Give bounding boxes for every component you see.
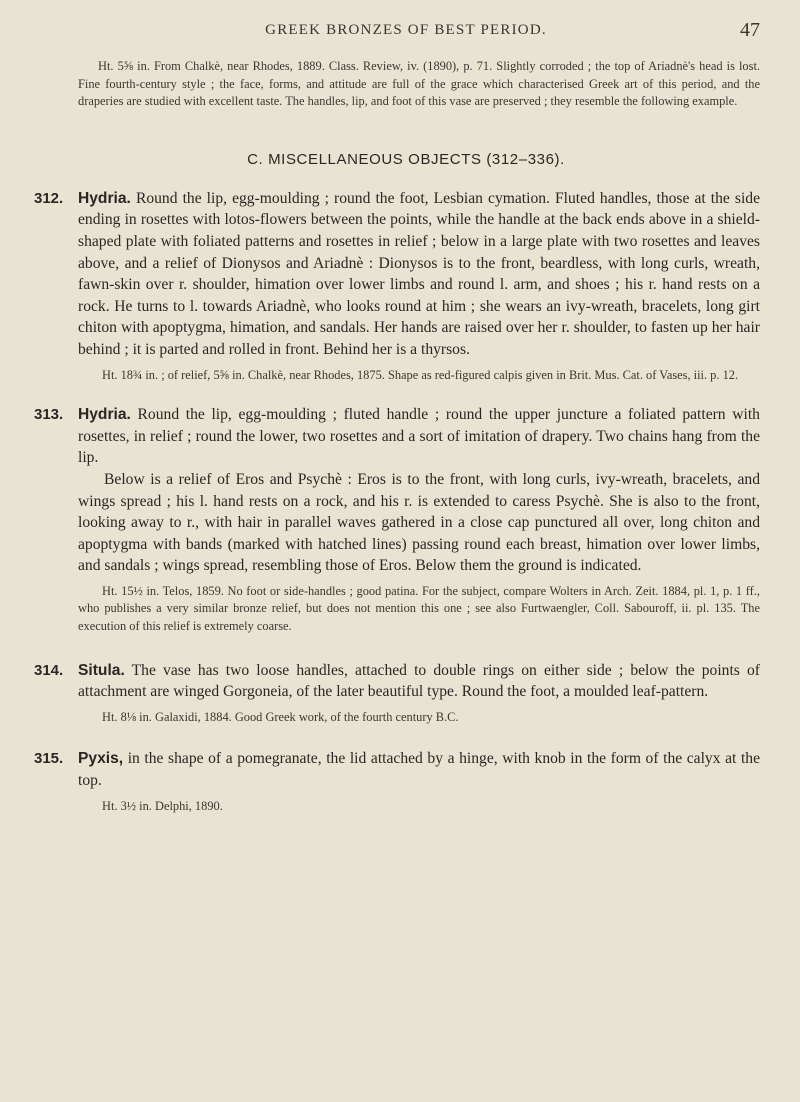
catalogue-entry-313 xyxy=(34,404,760,636)
entry-body xyxy=(34,188,760,361)
entry-note: Ht. 3½ in. Delphi, 1890. xyxy=(102,798,223,813)
catalogue-entry-315 xyxy=(34,748,760,815)
page-number: 47 xyxy=(740,19,760,41)
entry-name: Hydria. xyxy=(78,406,131,424)
entry-text: in the shape of a pomegranate, the lid attached by a hinge, with knob in the form of the calyx at the top. xyxy=(78,750,760,790)
entry-body xyxy=(34,404,760,577)
entry-name: Situla. xyxy=(78,661,125,679)
entry-text: Round the lip, egg-moulding ; fluted handle ; round the upper juncture a foliated pattern with rosettes, in relief ; round the lower, two rosettes and a sort of imitation of drapery. Two chains hang from the lip. xyxy=(78,406,760,467)
entry-name: Pyxis, xyxy=(78,750,124,768)
entry-body xyxy=(34,748,760,791)
entry-text: Round the lip, egg-moulding ; round the foot, Lesbian cymation. Fluted handles, those at the side ending in rosettes with lotos-flowers between the points, while the handle at the back ends above in a shield-shaped plate with foliated patterns and rosettes in relief ; below in a large plate with two rosettes and leaves above, and a relief of Dionysos and Ariadnè : Dionysos is to the front, beardless, with long curls, wreath, fawn-skin over r. shoulder, himation over lower limbs and round l. arm, and shoes ; his r. hand rests on a rock. He turns to l. towards Ariadnè, who looks round at him ; she wears an ivy-wreath, bracelets, long girt chiton with apoptygma, himation, and sandals. Her hands are raised over her r. shoulder, to fasten up her hair behind ; it is parted and rolled in front. Behind her is a thyrsos. xyxy=(78,189,760,358)
catalogue-entry-314 xyxy=(34,660,760,727)
entry-number: 313. xyxy=(34,406,64,424)
entry-name: Hydria. xyxy=(78,189,131,207)
entry-number: 315. xyxy=(34,750,64,768)
entry-number: 314. xyxy=(34,661,64,679)
running-head-title: GREEK BRONZES OF BEST PERIOD. xyxy=(265,22,547,38)
entry-body xyxy=(34,660,760,703)
entry-note: Ht. 8⅛ in. Galaxidi, 1884. Good Greek work, of the fourth century B.C. xyxy=(102,709,459,724)
entry-number: 312. xyxy=(34,189,64,207)
entry-text-paragraph-2: Below is a relief of Eros and Psychè : Eros is to the front, with long curls, ivy-wreath, bracelets, and wings spread ; his l. hand rests on a rock, and his r. is extended to caress Psychè. She is also to the front, looking away to r., with hair in parallel waves gathered in a close cap punctured all over, long chiton and apoptygma with bands (marked with hatched lines) passing round each breast, himation over lower limbs, and sandals ; wings spread, resembling those of Eros. Below them the ground is indicated. xyxy=(78,470,760,575)
entry-note: Ht. 15½ in. Telos, 1859. No foot or side-handles ; good patina. For the subject, compare Wolters in Arch. Zeit. 1884, pl. 1, p. 1 ff., who publishes a very similar bronze relief, but does not mention this one ; see also Furtwaengler, Coll. Sabouroff, ii. pl. 135. The execution of this relief is extremely coarse. xyxy=(78,583,760,634)
running-head xyxy=(52,19,760,48)
section-heading: C. MISCELLANEOUS OBJECTS (312–336). xyxy=(247,150,565,168)
top-note: Ht. 5⅝ in. From Chalkè, near Rhodes, 1889. Class. Review, iv. (1890), p. 71. Slightly corroded ; the top of Ariadnè's head is lost. Fine fourth-century style ; the face, forms, and attitude are full of the grace which characterised Greek art of this period, and the draperies are studied with excellent taste. The handles, lip, and foot of this vase are preserved ; they resemble the following example. xyxy=(78,59,760,109)
entry-text: The vase has two loose handles, attached to double rings on either side ; below the points of attachment are winged Gorgoneia, of the later beautiful type. Round the foot, a moulded leaf-pattern. xyxy=(78,661,760,701)
catalogue-entry-312 xyxy=(34,188,760,384)
entry-note: Ht. 18¾ in. ; of relief, 5⅝ in. Chalkè, near Rhodes, 1875. Shape as red-figured calpis given in Brit. Mus. Cat. of Vases, iii. p. 12. xyxy=(102,367,739,382)
